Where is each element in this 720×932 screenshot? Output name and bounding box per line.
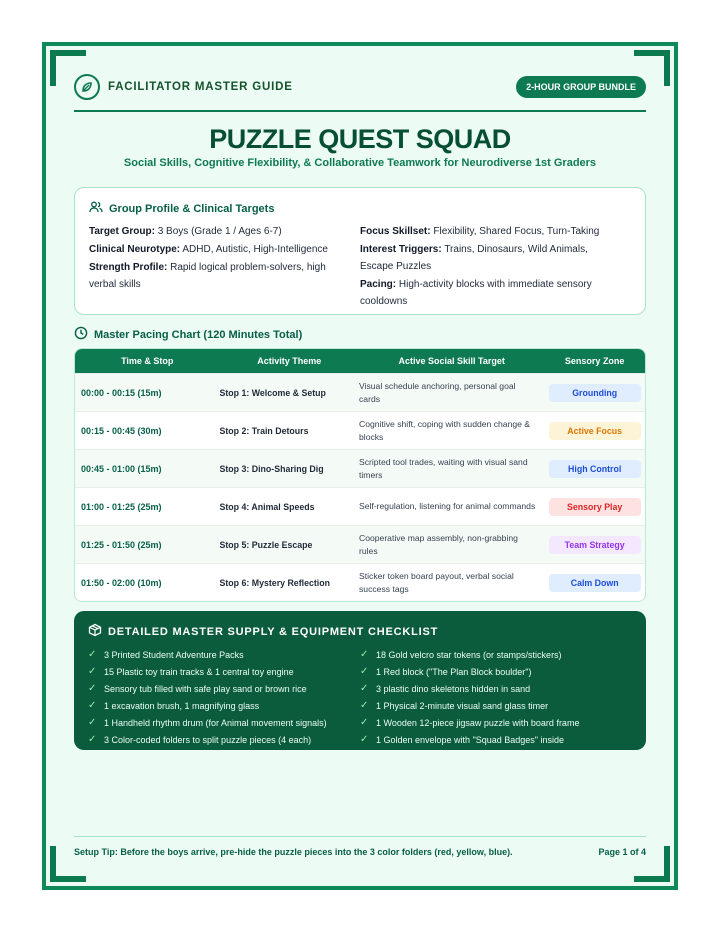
table-row (75, 449, 645, 487)
time-cell: 01:00 - 01:25 (25m) (81, 501, 162, 512)
profile-label: Interest Triggers: (360, 244, 442, 255)
supply-item-text: 3 Printed Student Adventure Packs (104, 649, 244, 660)
supply-right-column (360, 646, 632, 748)
group-profile-card (74, 187, 646, 315)
time-cell: 01:50 - 02:00 (10m) (81, 577, 162, 588)
column-header: Activity Theme (257, 356, 322, 366)
check-icon: ✓ (360, 683, 369, 694)
check-icon: ✓ (88, 717, 97, 728)
profile-label: Clinical Neurotype: (89, 244, 181, 255)
supply-checklist (74, 611, 646, 750)
column-header: Active Social Skill Target (398, 356, 505, 366)
page-number: Page 1 of 4 (598, 846, 646, 857)
column-header: Sensory Zone (564, 356, 625, 366)
table-row (75, 487, 645, 525)
check-icon: ✓ (360, 666, 369, 677)
table-row (75, 411, 645, 449)
supply-item (360, 680, 632, 697)
brand (74, 74, 293, 108)
profile-row (360, 276, 617, 310)
supply-item (88, 714, 360, 731)
page-title: PUZZLE QUEST SQUAD (209, 124, 511, 154)
profile-value: Rapid logical problem-solvers, high verbal skills (89, 262, 326, 290)
profile-heading (89, 200, 631, 217)
activity-cell: Stop 3: Dino-Sharing Dig (219, 463, 324, 474)
check-icon: ✓ (88, 666, 97, 677)
supply-item (360, 697, 632, 714)
time-cell: 00:45 - 01:00 (15m) (81, 463, 162, 474)
supply-item-text: 1 Physical 2-minute visual sand glass timer (376, 700, 549, 711)
bundle-badge: 2-HOUR GROUP BUNDLE (516, 76, 646, 98)
supply-item (88, 697, 360, 714)
supply-heading-text: DETAILED MASTER SUPPLY & EQUIPMENT CHECKLIST (108, 625, 439, 638)
setup-tip: Setup Tip: Before the boys arrive, pre-hide the puzzle pieces into the 3 color folders (red, yellow, blue). (74, 846, 513, 857)
check-icon: ✓ (360, 700, 369, 711)
compass-leaf-icon (74, 74, 100, 100)
skill-cell: Cooperative map assembly, non-grabbing rules (359, 532, 518, 556)
column-header: Time & Stop (121, 356, 174, 366)
clock-icon (74, 326, 88, 343)
supply-item (360, 646, 632, 663)
supply-item-text: 3 Color-coded folders to split puzzle pieces (4 each) (104, 734, 312, 745)
zone-cell (544, 384, 645, 402)
activity-cell: Stop 6: Mystery Reflection (219, 577, 330, 588)
profile-label: Strength Profile: (89, 262, 168, 273)
profile-row (360, 241, 617, 275)
skill-cell: Cognitive shift, coping with sudden change & blocks (359, 418, 531, 442)
check-icon: ✓ (360, 717, 369, 728)
skill-cell: Scripted tool trades, waiting with visual sand timers (359, 456, 528, 480)
profile-value: 3 Boys (Grade 1 / Ages 6-7) (157, 226, 282, 237)
check-icon: ✓ (88, 734, 97, 745)
supply-item (360, 663, 632, 680)
time-cell: 00:00 - 00:15 (15m) (81, 387, 162, 398)
profile-value: Trains, Dinosaurs, Wild Animals, Escape Puzzles (360, 244, 588, 272)
table-row (75, 563, 645, 601)
profile-row (89, 223, 346, 240)
pacing-heading (74, 326, 302, 343)
supply-left-column (88, 646, 360, 748)
brand-title: FACILITATOR MASTER GUIDE (108, 81, 293, 93)
activity-cell: Stop 2: Train Detours (219, 425, 309, 436)
profile-row (89, 259, 346, 293)
skill-cell: Sticker token board payout, verbal social success tags (359, 570, 514, 594)
skill-cell: Self-regulation, listening for animal commands (359, 501, 536, 511)
users-icon (89, 200, 103, 217)
zone-cell (544, 498, 645, 516)
profile-row (360, 223, 617, 240)
supply-item-text: 18 Gold velcro star tokens (or stamps/stickers) (376, 649, 562, 660)
profile-label: Pacing: (360, 279, 397, 290)
supply-item (88, 680, 360, 697)
sensory-zone-badge: Sensory Play (549, 498, 641, 516)
sensory-zone-badge: Active Focus (549, 422, 641, 440)
table-row (75, 525, 645, 563)
profile-value: High-activity blocks with immediate sensory cooldowns (360, 279, 592, 307)
profile-label: Focus Skillset: (360, 226, 431, 237)
check-icon: ✓ (88, 700, 97, 711)
pacing-heading-text: Master Pacing Chart (120 Minutes Total) (94, 328, 303, 341)
profile-value: Flexibility, Shared Focus, Turn-Taking (433, 226, 600, 237)
check-icon: ✓ (88, 683, 97, 694)
zone-cell (544, 422, 645, 440)
check-icon: ✓ (88, 649, 97, 660)
activity-cell: Stop 5: Puzzle Escape (219, 539, 313, 550)
sensory-zone-badge: High Control (549, 460, 641, 478)
page-subtitle: Social Skills, Cognitive Flexibility, & Collaborative Teamwork for Neurodiverse 1st Graders (123, 157, 597, 169)
sensory-zone-badge: Team Strategy (549, 536, 641, 554)
skill-cell: Visual schedule anchoring, personal goal cards (359, 380, 516, 404)
time-cell: 01:25 - 01:50 (25m) (81, 539, 162, 550)
time-cell: 00:15 - 00:45 (30m) (81, 425, 162, 436)
supply-item (88, 663, 360, 680)
profile-heading-text: Group Profile & Clinical Targets (109, 202, 275, 215)
zone-cell (544, 574, 645, 592)
page-footer (74, 836, 646, 866)
profile-row (89, 241, 346, 258)
page-header (74, 72, 646, 112)
check-icon: ✓ (360, 649, 369, 660)
supply-item (360, 731, 632, 748)
profile-right-column (360, 223, 631, 311)
supply-item-text: 1 Golden envelope with "Squad Badges" inside (376, 734, 565, 745)
pacing-table (74, 348, 646, 602)
supply-item-text: 1 Red block ("The Plan Block boulder") (376, 666, 532, 677)
profile-left-column (89, 223, 360, 311)
supply-heading (88, 623, 632, 640)
profile-label: Target Group: (89, 226, 155, 237)
table-row (75, 373, 645, 411)
zone-cell (544, 536, 645, 554)
supply-item (88, 731, 360, 748)
supply-item-text: 15 Plastic toy train tracks & 1 central toy engine (104, 666, 294, 677)
check-icon: ✓ (360, 734, 369, 745)
supply-item-text: 1 Handheld rhythm drum (for Animal movement signals) (104, 717, 327, 728)
supply-item (88, 646, 360, 663)
sensory-zone-badge: Calm Down (549, 574, 641, 592)
zone-cell (544, 460, 645, 478)
supply-item-text: Sensory tub filled with safe play sand or brown rice (104, 683, 307, 694)
sensory-zone-badge: Grounding (549, 384, 641, 402)
supply-item-text: 1 excavation brush, 1 magnifying glass (104, 700, 260, 711)
profile-value: ADHD, Autistic, High-Intelligence (182, 244, 328, 255)
supply-item (360, 714, 632, 731)
supply-item-text: 1 Wooden 12-piece jigsaw puzzle with board frame (376, 717, 580, 728)
table-header (75, 349, 645, 373)
supply-item-text: 3 plastic dino skeletons hidden in sand (376, 683, 531, 694)
activity-cell: Stop 4: Animal Speeds (219, 501, 315, 512)
package-icon (88, 623, 102, 640)
activity-cell: Stop 1: Welcome & Setup (219, 387, 326, 398)
